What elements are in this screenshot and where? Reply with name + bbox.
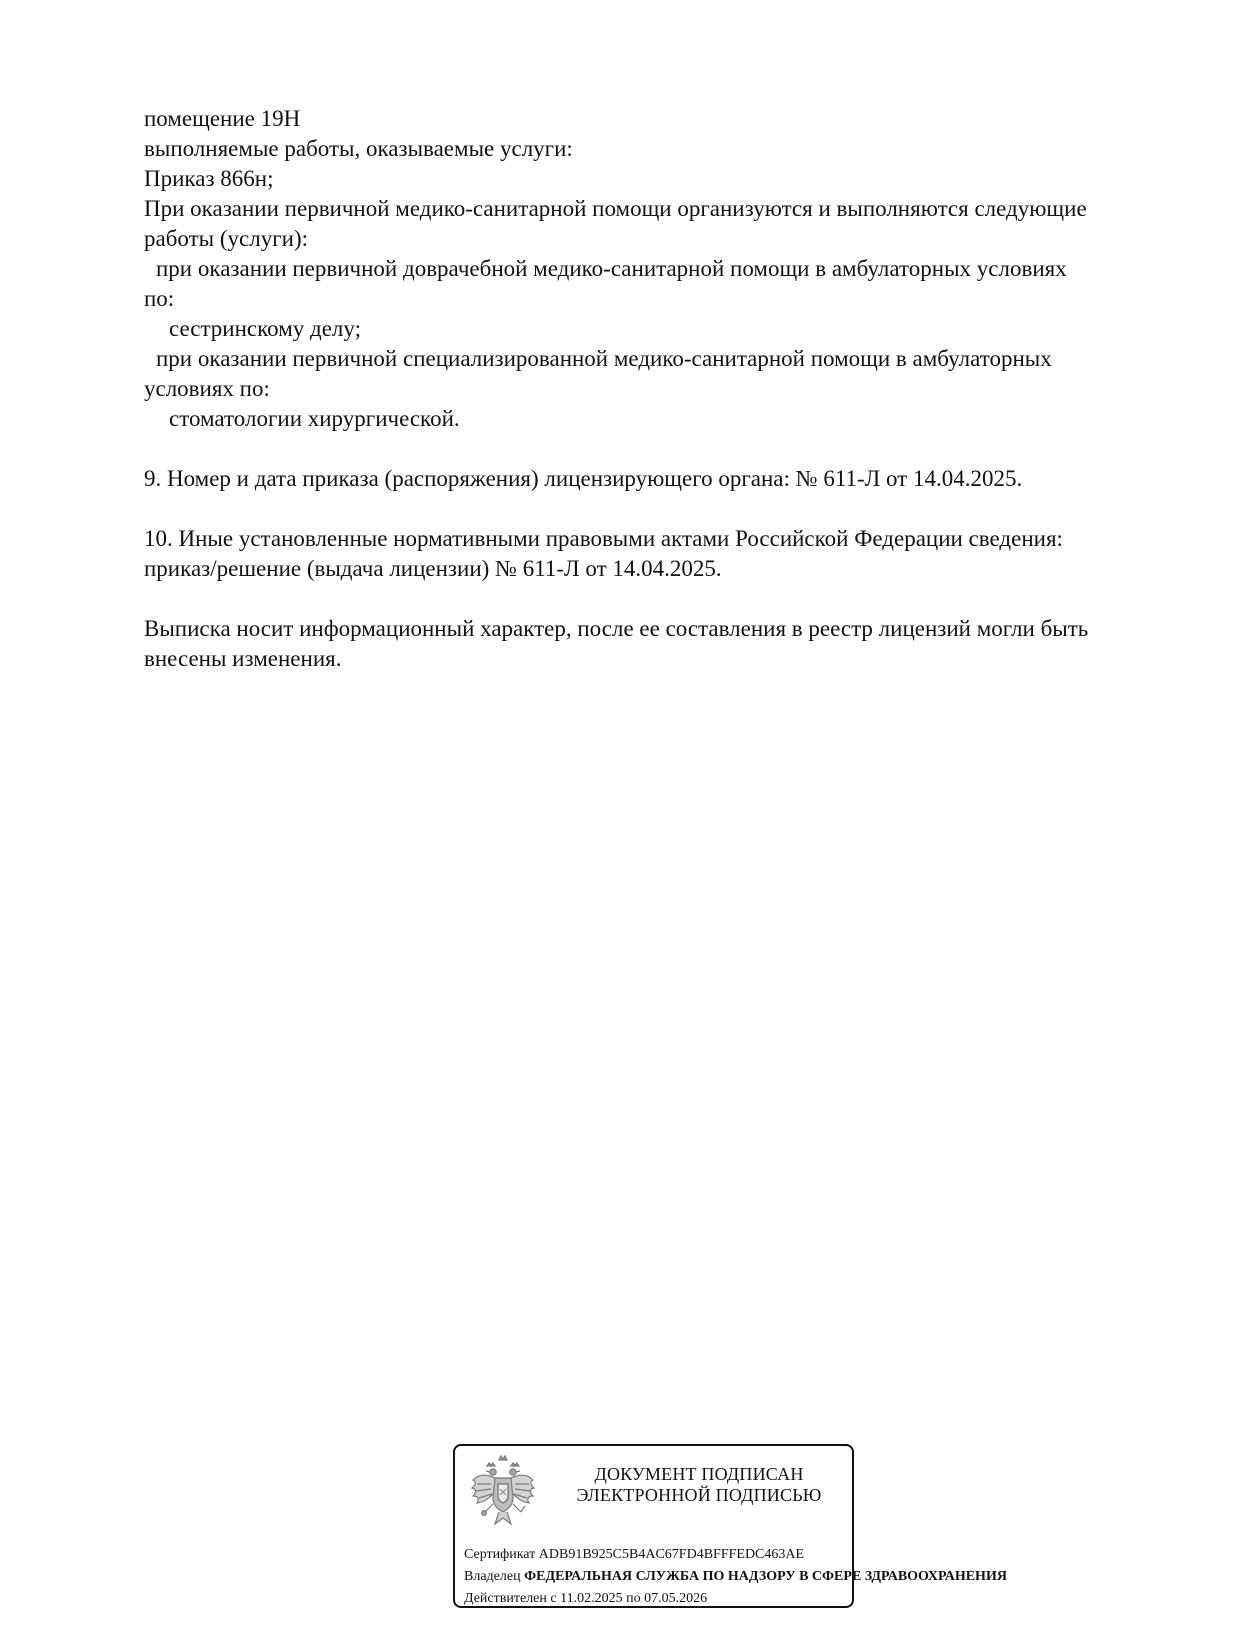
text-line: Приказ 866н;	[144, 166, 274, 191]
other-info-paragraph-line-1: 10. Иные установленные нормативными правовыми актами Российской Федерации сведения:	[144, 526, 1063, 551]
russian-coat-of-arms-icon	[469, 1454, 537, 1530]
stamp-title-line-2: ЭЛЕКТРОННОЙ ПОДПИСЬЮ	[576, 1485, 822, 1505]
paragraph-gap	[144, 494, 1154, 524]
text-line: сестринскому делу;	[169, 316, 361, 341]
electronic-signature-stamp	[453, 1444, 1007, 1608]
text-line: по:	[144, 286, 175, 311]
paragraph-gap	[144, 434, 1154, 464]
text-line: при оказании первичной специализированной медико-санитарной помощи в амбулаторных	[156, 346, 1052, 371]
document-body	[144, 104, 1154, 674]
validity-line: Действителен с 11.02.2025 по 07.05.2026	[464, 1591, 708, 1606]
owner-line	[464, 1568, 1007, 1586]
disclaimer-line-1: Выписка носит информационный характер, после ее составления в реестр лицензий могли быть	[144, 616, 1089, 641]
paragraph-gap	[144, 584, 1154, 614]
text-line: стоматологии хирургической.	[169, 406, 460, 431]
certificate-label: Сертификат	[464, 1547, 536, 1562]
certificate-line	[464, 1546, 804, 1564]
text-line: условиях по:	[144, 376, 270, 401]
order-number-paragraph: 9. Номер и дата приказа (распоряжения) лицензирующего органа: № 611-Л от 14.04.2025.	[144, 466, 1023, 491]
stamp-title	[559, 1464, 839, 1506]
owner-label: Владелец	[464, 1569, 521, 1584]
text-line: при оказании первичной доврачебной медико-санитарной помощи в амбулаторных условиях	[156, 256, 1067, 281]
text-line: При оказании первичной медико-санитарной помощи организуются и выполняются следующие	[144, 196, 1087, 221]
certificate-value: ADB91B925C5B4AC67FD4BFFFEDC463AE	[538, 1547, 805, 1562]
text-line: помещение 19Н	[144, 106, 301, 131]
stamp-title-line-1: ДОКУМЕНТ ПОДПИСАН	[594, 1464, 804, 1484]
text-line: выполняемые работы, оказываемые услуги:	[144, 136, 573, 161]
other-info-paragraph-line-2: приказ/решение (выдача лицензии) № 611-Л от 14.04.2025.	[144, 556, 722, 581]
owner-value: ФЕДЕРАЛЬНАЯ СЛУЖБА ПО НАДЗОРУ В СФЕРЕ ЗДРАВООХРАНЕНИЯ	[524, 1569, 1007, 1584]
disclaimer-line-2: внесены изменения.	[144, 646, 342, 671]
text-line: работы (услуги):	[144, 226, 308, 251]
